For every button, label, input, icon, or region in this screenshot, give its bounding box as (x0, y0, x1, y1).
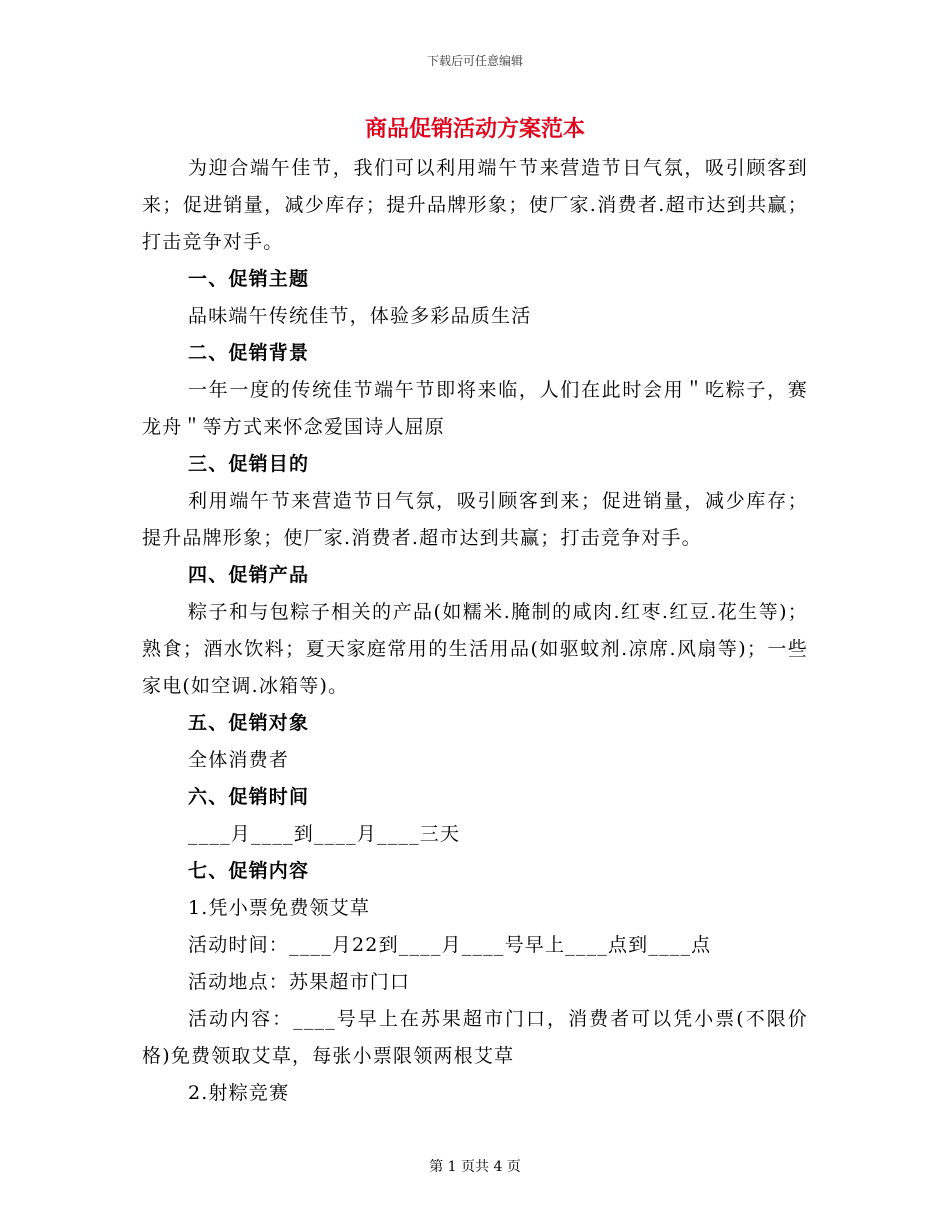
intro-paragraph: 为迎合端午佳节，我们可以利用端午节来营造节日气氛，吸引顾客到来；促进销量，减少库存；提升品牌形象；使厂家.消费者.超市达到共赢；打击竞争对手。 (142, 157, 808, 253)
section-heading-products: 四、促销产品 (188, 564, 310, 586)
page-header: 下载后可任意编辑 (426, 54, 523, 68)
section-heading-time: 六、促销时间 (188, 786, 310, 808)
section-body-time: ____月____到____月____三天 (188, 823, 461, 845)
section-heading-purpose: 三、促销目的 (188, 453, 310, 475)
content-item-location: 活动地点：苏果超市门口 (188, 971, 411, 993)
section-body-products: 粽子和与包粽子相关的产品(如糯米.腌制的咸肉.红枣.红豆.花生等)；熟食；酒水饮料；夏天家庭常用的生活用品(如驱蚊剂.凉席.风扇等)；一些家电(如空调.冰箱等)。 (142, 601, 808, 697)
section-heading-content: 七、促销内容 (188, 860, 310, 882)
section-body-purpose: 利用端午节来营造节日气氛，吸引顾客到来；促进销量，减少库存；提升品牌形象；使厂家.消费者.超市达到共赢；打击竞争对手。 (142, 490, 808, 549)
content-item-2: 2.射粽竞赛 (188, 1082, 290, 1104)
content-item-time: 活动时间：____月22到____月____号早上____点到____点 (188, 934, 712, 956)
section-body-background: 一年一度的传统佳节端午节即将来临，人们在此时会用＂吃粽子，赛龙舟＂等方式来怀念爱国诗人屈原 (142, 379, 808, 438)
content-item-1: 1.凭小票免费领艾草 (188, 897, 371, 919)
section-heading-theme: 一、促销主题 (188, 268, 310, 290)
section-heading-audience: 五、促销对象 (188, 712, 310, 734)
content-item-details: 活动内容：____号早上在苏果超市门口，消费者可以凭小票(不限价格)免费领取艾草，每张小票限领两根艾草 (142, 1008, 808, 1067)
document-body (142, 112, 808, 1112)
document-title: 商品促销活动方案范本 (364, 116, 585, 142)
section-body-audience: 全体消费者 (188, 749, 290, 771)
section-heading-background: 二、促销背景 (188, 342, 310, 364)
section-body-theme: 品味端午传统佳节，体验多彩品质生活 (188, 305, 532, 327)
page-footer: 第 1 页共 4 页 (429, 1159, 521, 1175)
